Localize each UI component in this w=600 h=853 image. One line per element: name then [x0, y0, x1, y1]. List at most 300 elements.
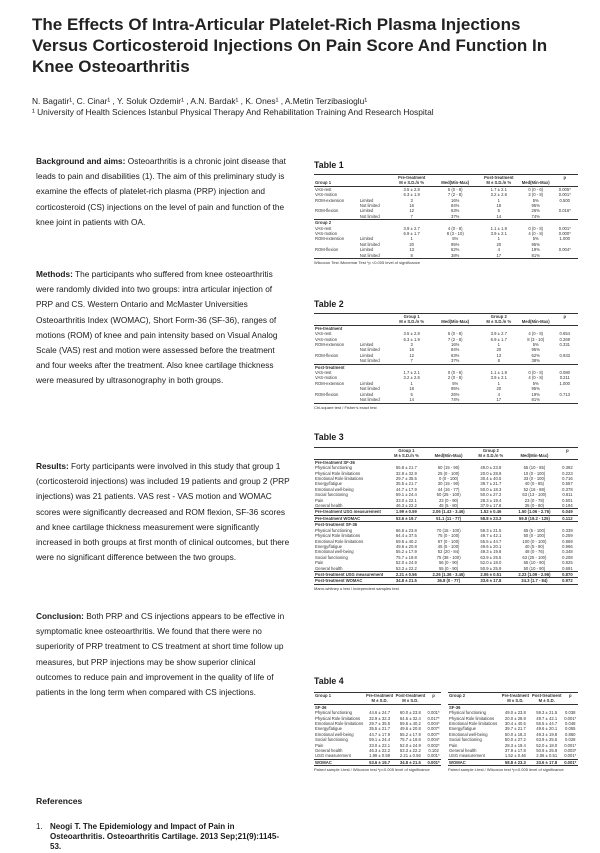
table-cell: 0.654 — [559, 331, 571, 337]
table-cell: M ± S.D./n % — [385, 453, 427, 459]
table-cell: 2 (0 - 8) — [447, 375, 463, 381]
table-cell: 95% — [531, 241, 540, 247]
results-text: Forty participants were involved in this study that group 1 (corticosteroid injections) was included 19 patients and group 2 (PRP injections) was 21 patients. VAS rest - VAS motion and WOMAC scores were significantly decreased and ROM flexion, SF-36 scores and knee cartilage thickness measurement were significantly increased in both groups at first month of clinical outcomes, but there were no significant difference between the two groups. — [36, 461, 290, 563]
table-cell: 48 (0 - 76) — [524, 549, 545, 555]
table-cell: 39.7 ± 21.7 — [480, 481, 502, 487]
table-cell: 7 (2 - 8) — [447, 192, 463, 198]
table-cell: 70 (15 - 100) — [436, 527, 461, 533]
table-cell: 2.21 ± 0.56 — [385, 571, 427, 577]
table-row — [314, 549, 578, 554]
table-row — [314, 533, 578, 538]
table-cell: 46.3 ± 22.2 — [369, 748, 391, 754]
table-cell: 1 — [497, 197, 500, 203]
table-cell: 23 (0 - 78) — [524, 497, 545, 503]
table-cell: 95% — [451, 241, 460, 247]
table-cell: 0.004* — [427, 737, 440, 743]
table-cell: 7 — [410, 358, 413, 364]
table-cell: Not limited — [359, 347, 380, 353]
table-cell: 0.869 — [562, 538, 573, 544]
table-cell: 37% — [451, 213, 460, 219]
table-cell: Social functioning — [315, 554, 348, 560]
table-cell: 35.5 ± 21.7 — [395, 481, 417, 487]
table-cell: 4 — [497, 247, 500, 253]
table-cell: Emotional well-being — [315, 731, 354, 737]
table4-group2 — [448, 692, 578, 773]
table-cell: Group 1 — [314, 180, 359, 186]
conclusion-text: Both PRP and CS injections appears to be effective in symptomatic knee osteoarthritis. We found that there were no superiority of PRP treatment to CS treatment at short time follow up measures, but PRP injections may be show superior clinical outcomes to reduce pain and improvement in the quality of life of patients in the long term when compared with CS injections. — [36, 611, 285, 698]
table-cell: 26% — [451, 391, 460, 397]
table-cell: 50.0 ± 18.3 — [480, 486, 502, 492]
table-cell: 59.3 ± 21.5 — [536, 710, 558, 716]
table-cell: 59.1 ± 24.4 — [369, 737, 391, 743]
table-cell: 62% — [531, 352, 540, 358]
table-cell: WOMAC — [314, 759, 365, 765]
table-cell: 14 — [496, 213, 502, 219]
table-cell: 50.0 ± 27.2 — [504, 737, 526, 743]
table-row — [314, 397, 578, 403]
table-cell: 3 — [410, 197, 413, 203]
table-cell: 49.7 ± 42.1 — [536, 715, 558, 721]
table-cell: 0.716 — [562, 476, 573, 482]
table-cell: USG measurement — [449, 753, 485, 759]
table4-right-grid — [448, 692, 578, 766]
table-cell: 95% — [531, 203, 540, 209]
table-cell: 0.557 — [562, 481, 573, 487]
table-cell: 30 (15 - 90) — [437, 481, 460, 487]
table-cell: 50.9 ± 25.9 — [536, 748, 558, 754]
table-cell: Energy/fatigue — [449, 726, 477, 732]
table-cell: SF-36 — [448, 704, 500, 710]
table-cell: Post-treatment — [478, 175, 520, 181]
table-cell: 0.933 — [559, 352, 571, 358]
table-cell: 1 — [497, 380, 500, 386]
table-cell: 49.6 ± 20.1 — [536, 726, 558, 732]
table-cell: 40 (5 - 90) — [524, 543, 545, 549]
table-cell: 1.52 ± 0.46 — [470, 509, 512, 515]
table-cell: 5% — [452, 236, 459, 242]
table-cell: 1 — [497, 342, 500, 348]
table-cell: 8 (3 - 10) — [527, 336, 545, 342]
table-cell: 35.5 ± 21.7 — [369, 726, 391, 732]
table-cell: 1.99 ± 0.59 — [385, 509, 427, 515]
table-cell: Med(Min-Max) — [521, 180, 550, 186]
table-cell: 4 (0 - 8) — [528, 375, 544, 381]
table-cell: 0.049 — [557, 509, 578, 515]
table-cell: 30.4 ± 40.5 — [480, 476, 502, 482]
table-cell: 39.7 ± 21.7 — [504, 726, 526, 732]
table-cell: 0.348 — [562, 549, 573, 555]
methods-label: Methods: — [36, 269, 73, 279]
table-cell: M ± S.D. — [365, 698, 395, 704]
table-cell: 84% — [451, 203, 460, 209]
table-cell: 16 — [409, 203, 414, 209]
table-cell: 0.016* — [558, 208, 571, 214]
table-cell: p — [552, 175, 578, 181]
background-text: Osteoarthritis is a chronic joint disease that leads to pain and disabilities (1). The aim of this preliminary study is examine the effects of platelet-rich plasma (PRP) injection and corticosteroid (CS) injections on the level of pain and function of the knee joint in patients with OA. — [36, 156, 286, 227]
table-cell: 1.000 — [559, 236, 571, 242]
table-cell: WOMAC — [448, 759, 500, 765]
table-cell: 0.001* — [564, 715, 577, 721]
table-cell: Not limited — [359, 358, 380, 364]
table-cell: 81% — [520, 397, 552, 403]
methods-text: The participants who suffered from knee osteoarthritis were randomly divided into two groups: intra articular injection of PRP and CS. Western Ontario and McMaster Universities Osteoarthritis Index (WOMAC), Short Form-36 (SF-36), ranges of motions (ROM) of knee and pain intensity based on Visual Analog Scale (VAS) rest and motion were assessed before the treatment and four weeks after the treatment. Also knee cartilage thickness were measured by ultrasonography in both groups. — [36, 269, 278, 386]
table-cell: 3.9 ± 2.1 — [490, 231, 507, 237]
table-cell: 6.3 ± 1.9 — [403, 192, 420, 198]
table-cell — [314, 397, 359, 403]
table-cell: Not limited — [359, 203, 380, 209]
table-cell: 20.0 ± 28.9 — [504, 715, 526, 721]
table-cell: 63% — [451, 352, 460, 358]
table-cell: Pain — [315, 560, 324, 566]
table-cell: 55.5 ± 44.7 — [480, 538, 502, 544]
table-cell: VAS-rest — [315, 370, 332, 376]
table-cell: 4 (0 - 8) — [528, 331, 544, 337]
table-cell: 49.3 ± 19.8 — [536, 731, 558, 737]
table-cell: Group 2 — [470, 448, 512, 454]
table-row — [448, 759, 578, 765]
table-cell: 59.8 (19.2 - 125) — [512, 515, 557, 521]
table-cell: 33.0 ± 22.1 — [369, 742, 391, 748]
table-cell: 59.3 ± 21.5 — [480, 527, 502, 533]
table-cell: Group 1 — [385, 448, 427, 454]
table-cell: 58.8 ± 23.3 — [500, 759, 531, 765]
table-cell: 44.7 ± 17.9 — [395, 486, 417, 492]
table-cell: Pain — [315, 742, 324, 748]
table-cell: 0 (0 - 8) — [528, 225, 544, 231]
table-cell: 1.7 ± 2.1 — [403, 370, 420, 376]
table-cell: Limited — [359, 391, 374, 397]
table-row — [314, 759, 441, 765]
table-cell: 49.3 ± 19.8 — [480, 549, 502, 555]
table-cell: 0.001* — [427, 710, 440, 716]
table-row — [314, 509, 578, 515]
table-cell: 29.7 ± 35.5 — [369, 721, 391, 727]
results-label: Results: — [36, 461, 69, 471]
table-cell: M ± S.D./n % — [478, 180, 520, 186]
table-cell: Emotional Role limitations — [315, 476, 364, 482]
table-cell: 63% — [451, 208, 460, 214]
table-cell: VAS-motion — [315, 231, 338, 237]
table-cell: 53.6 ± 19.7 — [365, 759, 395, 765]
table-cell: 0.713 — [559, 391, 571, 397]
table-cell: 20 — [496, 241, 502, 247]
table-cell: 5 — [410, 391, 413, 397]
table-cell: 35 (0 - 80) — [524, 503, 545, 509]
table-cell: 49.7 ± 42.1 — [480, 533, 502, 539]
table-cell: 5% — [532, 236, 539, 242]
table-cell: 59.1 ± 24.4 — [395, 492, 417, 498]
table-footnote: Wilcoxon Test /Mcnemar Test *p <0.005 level of significance — [314, 260, 421, 266]
reference-text: Neogi T. The Epidemiology and Impact of Pain in Osteoarthritis. Osteoarthritis Cartilage. 2013 Sep;21(9):1145-53. — [50, 822, 279, 851]
table-cell: Med(Min-Max) — [512, 453, 557, 459]
table-cell: 34.8 ± 21.5 — [395, 759, 427, 765]
table-cell: 75 (0 - 100) — [437, 533, 460, 539]
table-cell: 6.9 ± 1.7 — [490, 336, 507, 342]
table-cell: 36.8 (0 - 77) — [428, 578, 470, 584]
table-cell: 0.102 — [428, 748, 439, 754]
table-cell: 3.5 ± 2.8 — [403, 331, 420, 337]
table-cell: 8 — [391, 253, 433, 259]
table-row — [314, 571, 578, 577]
table-cell: Limited — [359, 208, 374, 214]
table-cell: Not limited — [359, 386, 380, 392]
table-cell: 4 (0 - 8) — [447, 225, 463, 231]
table-cell: Limited — [359, 197, 374, 203]
table-cell: 55.5 ± 44.7 — [536, 721, 558, 727]
table-cell: 49.0 ± 23.8 — [504, 710, 526, 716]
table-cell: Physical functioning — [315, 527, 353, 533]
table-cell: 0.966 — [562, 543, 573, 549]
table-cell: 46.3 ± 22.2 — [395, 503, 417, 509]
table-cell: Group 2 — [478, 314, 520, 320]
table-cell: 17 — [478, 397, 520, 403]
table4 — [314, 692, 578, 822]
table-cell: 67 (0 - 100) — [437, 538, 460, 544]
table-cell: 13 — [409, 247, 414, 253]
table-cell: 1.52 ± 0.46 — [504, 753, 526, 759]
table-cell: 0.000* — [558, 231, 571, 237]
table-cell: Pre-treatment — [391, 175, 433, 181]
table-cell: 16% — [451, 197, 460, 203]
table-cell: 44 (16 - 77) — [437, 486, 460, 492]
table-cell: Group 2 — [448, 693, 500, 699]
table-cell: 33.0 ± 22.1 — [395, 497, 417, 503]
table-cell: Physical functioning — [449, 710, 487, 716]
table-cell: 0.223 — [562, 470, 573, 476]
table-cell: 52 (20 - 84) — [437, 549, 460, 555]
table-cell: 95% — [451, 386, 460, 392]
table3 — [314, 447, 578, 591]
table-cell: 50.0 ± 27.2 — [480, 492, 502, 498]
table-cell: 63.9 ± 25.5 — [480, 554, 502, 560]
table-cell: Not limited — [359, 253, 391, 259]
table-cell: 33.6 ± 17.8 — [531, 759, 563, 765]
table-cell: USG measurement — [315, 753, 351, 759]
table-cell: 19% — [531, 247, 540, 253]
table-cell: 1.000 — [559, 380, 571, 386]
table-cell: 50.9 ± 25.9 — [480, 565, 502, 571]
table-cell: 0.048 — [565, 721, 576, 727]
table-cell: 52.0 ± 18.0 — [480, 560, 502, 566]
table-cell: 60.0 ± 23.8 — [399, 710, 421, 716]
table-cell: 63 (13 - 100) — [522, 492, 547, 498]
table-cell: 5 (0 - 8) — [447, 331, 463, 337]
table-cell: Physical functioning — [315, 710, 353, 716]
table-cell: 3.5 ± 2.8 — [403, 186, 420, 192]
table-cell: p — [552, 314, 578, 320]
table-cell: 45 (5 - 80) — [438, 503, 459, 509]
table3-grid — [314, 447, 578, 585]
table-cell: 52.0 ± 24.9 — [395, 560, 417, 566]
table-cell: 95% — [531, 386, 540, 392]
table4-left-grid — [314, 692, 441, 766]
table-cell: Energy/fatigue — [315, 726, 343, 732]
table-cell: 64.4 ± 37.5 — [395, 533, 417, 539]
table-cell: 0.004* — [558, 247, 571, 253]
table-cell: 1.1 ± 1.9 — [490, 370, 507, 376]
table-cell: 34.8 ± 21.5 — [385, 578, 427, 584]
table-cell: 0.038 — [565, 710, 576, 716]
table-cell: 58.8 ± 23.3 — [470, 515, 512, 521]
table-cell: 75 (38 - 100) — [436, 554, 461, 560]
table-cell: 33.6 ± 17.8 — [470, 578, 512, 584]
table-cell: Limited — [359, 247, 374, 253]
table-cell: 12 — [409, 208, 414, 214]
table-cell: Post-treatment — [395, 693, 426, 698]
table-cell: M ± S.D./n % — [478, 319, 520, 325]
table4-group1 — [314, 692, 441, 773]
table-footnote: Mann-whitney u test / independent samples test — [314, 585, 399, 591]
table-cell: 37.9 ± 17.8 — [504, 748, 526, 754]
table-cell: Energy/fatigue — [315, 481, 343, 487]
table-cell: 59.6 ± 40.2 — [399, 721, 421, 727]
table-cell: Med(Min-Max) — [521, 319, 550, 325]
table-cell: 49.0 ± 23.8 — [480, 465, 502, 471]
table-cell: Physical Role limitations — [449, 715, 495, 721]
table-cell: 17 — [478, 253, 520, 259]
table-cell: 49.6 ± 20.1 — [480, 543, 502, 549]
table-cell: 0.001* — [564, 753, 577, 759]
table-cell: ROM-flexion — [315, 247, 339, 253]
reference-number: 1. — [36, 822, 43, 831]
table-cell: 18 — [496, 203, 502, 209]
table-cell: VAS-rest — [315, 225, 332, 231]
table-cell: p — [557, 448, 578, 454]
table-cell: 1.7 ± 2.1 — [490, 186, 507, 192]
table-cell: 1.50 (1.06 - 2.76) — [512, 509, 557, 515]
table-cell: 55.2 ± 17.9 — [399, 731, 421, 737]
table-cell: 3.2 ± 2.6 — [490, 192, 507, 198]
table-cell: 5% — [532, 342, 539, 348]
table-cell: 0.055 — [565, 726, 576, 732]
table-cell: 2.06 ± 0.51 — [536, 753, 558, 759]
table-cell: 0.003* — [564, 748, 577, 754]
table-cell: 6.3 ± 1.9 — [403, 336, 420, 342]
table-cell: 49.6 ± 20.8 — [399, 726, 421, 732]
table-cell: 59.6 ± 40.2 — [395, 538, 417, 544]
table-cell: 4 (0 - 8) — [528, 231, 544, 237]
table-cell: 0.001* — [427, 759, 440, 765]
table-cell: 20 — [496, 386, 502, 392]
table-cell — [552, 397, 578, 403]
table-cell: 20 — [409, 241, 414, 247]
table-cell: 8 (3 - 10) — [446, 231, 464, 237]
table-cell: 0.691 — [562, 565, 573, 571]
table-cell: Emotional well-being — [315, 549, 354, 555]
table-cell: 26% — [531, 208, 540, 214]
table-cell: 2.26 (1.36 - 3.46) — [428, 571, 470, 577]
table-cell: 19% — [531, 391, 540, 397]
table-cell: Group 1 — [391, 314, 433, 320]
table2-grid — [314, 313, 578, 404]
table-cell: 0.269 — [559, 336, 571, 342]
table-cell: 0.331 — [559, 342, 571, 348]
table-cell: 37.9 ± 17.8 — [480, 503, 502, 509]
table-cell: 0.500 — [559, 197, 571, 203]
affiliation: ¹ University of Health Sciences Istanbul Physical Therapy And Rehabilitation Training And Research Hospital — [32, 107, 434, 117]
table-cell: SF-36 — [314, 704, 365, 710]
table-cell: Group 2 — [314, 220, 359, 226]
table-cell: 66.6 ± 23.8 — [395, 527, 417, 533]
table-cell: 16% — [451, 342, 460, 348]
table-cell: 55.2 ± 17.9 — [395, 549, 417, 555]
table-cell: 5% — [532, 197, 539, 203]
table-cell: Social functioning — [449, 737, 482, 743]
table-cell: M ± S.D. — [531, 698, 563, 704]
table-cell: 44.7 ± 17.9 — [369, 731, 391, 737]
table-cell: 20 — [496, 347, 502, 353]
table-cell: Emotional well-being — [315, 486, 354, 492]
table-cell: 0.004* — [427, 721, 440, 727]
table-cell: p — [426, 693, 441, 699]
table-cell: 1 — [410, 236, 413, 242]
table-cell: VAS-motion — [315, 192, 338, 198]
table-cell: 0.339 — [562, 527, 573, 533]
table-cell: 50 (0 - 100) — [523, 533, 546, 539]
table-cell: 14 — [391, 397, 433, 403]
table-cell: Pain — [315, 497, 324, 503]
table-cell: 7 (2 - 8) — [447, 336, 463, 342]
poster-title: The Effects Of Intra-Articular Platelet-Rich Plasma Injections Versus Corticosteroid Injections On Pain Score And Function In Knee Osteoarthritis — [32, 15, 548, 76]
table-cell: General health — [449, 748, 477, 754]
table-footnote: Chi-square test / Fisher's exact test — [314, 404, 377, 410]
table-cell: Group 1 — [314, 693, 365, 699]
table2-heading: Table 2 — [314, 299, 344, 309]
table-cell: 52 (16 - 88) — [523, 486, 546, 492]
table-cell: 5% — [532, 380, 539, 386]
table-footnote: Paired sample t-test / Wilcoxon test *p<0.005 level of significance — [448, 767, 564, 773]
table-cell: 0.392 — [562, 465, 573, 471]
table-cell: 0 (0 - 8) — [528, 370, 544, 376]
table-cell: Emotional Role limitations — [315, 538, 364, 544]
table-cell: 0.002* — [427, 742, 440, 748]
table-cell: 0.007* — [427, 726, 440, 732]
table-cell: 28.3 ± 19.4 — [480, 497, 502, 503]
table-cell: 63 (25 - 100) — [522, 554, 547, 560]
table-cell: 55 (10 - 90) — [523, 560, 546, 566]
table-cell: 4 — [497, 391, 500, 397]
table-cell: 28.3 ± 19.4 — [504, 742, 526, 748]
table-footnote: Paired sample t-test / Wilcoxon test *p<0.005 level of significance — [314, 767, 430, 773]
table-cell: 0 (0 - 6) — [447, 370, 463, 376]
table-cell: 53.3 ± 22.2 — [399, 748, 421, 754]
table-cell: General health — [315, 503, 343, 509]
references-heading: References — [36, 796, 83, 806]
table-cell: M ± S.D./n % — [470, 453, 512, 459]
table-cell: Emotional well-being — [449, 731, 488, 737]
table-cell: 64.5 ± 32.4 — [399, 715, 421, 721]
results-section — [36, 459, 290, 565]
table-cell: Social functioning — [315, 737, 348, 743]
table-cell: Pre-treatment WOMAC — [314, 515, 385, 521]
table-cell: 56 (0 - 90) — [438, 560, 459, 566]
table-cell: ROM-flexion — [315, 352, 339, 358]
table-cell: Pre-treatment — [314, 325, 359, 331]
table-cell: Pre-treatment SF-36 — [314, 459, 385, 465]
table-cell: 25 (0 - 100) — [437, 470, 460, 476]
table-cell: 10 (0 - 100) — [523, 470, 546, 476]
table-cell: 30.4 ± 40.5 — [504, 721, 526, 727]
table-cell — [552, 253, 578, 259]
table-cell: Post-treatment — [314, 364, 359, 370]
table-cell: Social functioning — [315, 492, 348, 498]
table-cell: Post-treatment SF-36 — [314, 522, 385, 528]
table-cell — [314, 253, 359, 259]
table-cell: Limited — [359, 380, 374, 386]
table-cell: 8 — [497, 358, 500, 364]
table-cell: Physical Role limitations — [315, 715, 361, 721]
table-cell: 50 (10 - 90) — [523, 565, 546, 571]
